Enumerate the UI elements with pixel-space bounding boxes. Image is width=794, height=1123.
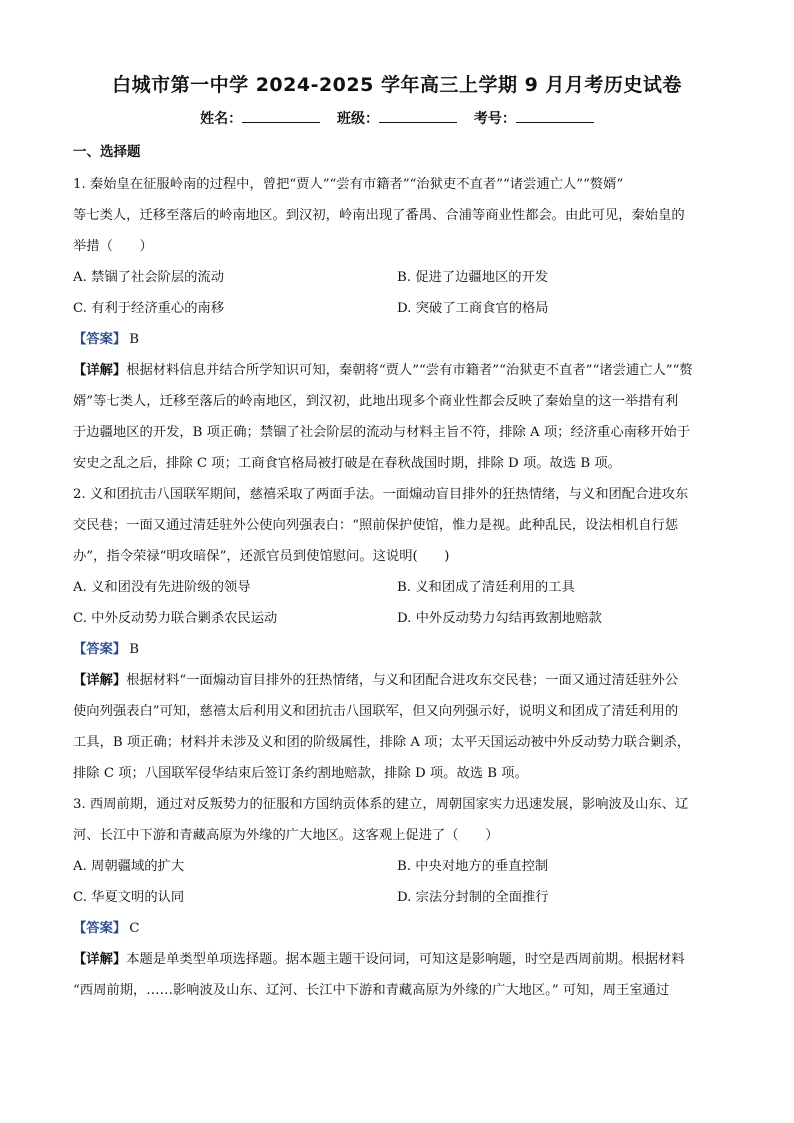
stem-line: 河、长江中下游和青藏高原为外缘的广大地区。这客观上促进了（ ）: [73, 828, 499, 843]
question-stem: [73, 479, 723, 572]
question-stem: [73, 789, 723, 851]
answer-label: 【答案】: [73, 642, 127, 657]
option-c: C. 有利于经济重心的南移: [73, 301, 225, 316]
section-heading: 一、选择题: [73, 144, 141, 160]
explanation-line: 排除 C 项；八国联军侵华结束后签订条约割地赔款，排除 D 项。故选 B 项。: [73, 766, 528, 781]
stem-line: 1. 秦始皇在征服岭南的过程中，曾把“贾人”“尝有市籍者”“治狱吏不直者”“诸尝逋亡人”“赘婿”: [73, 177, 624, 192]
detail-label: 【详解】: [73, 363, 127, 378]
explanation-line: “西周前期，……影响波及山东、辽河、长江中下游和青藏高原为外缘的广大地区。” 可知，周王室通过: [73, 983, 670, 998]
class-field: [337, 108, 457, 128]
answer-value: B: [129, 332, 139, 347]
option-a: A. 义和团没有先进阶级的领导: [73, 580, 251, 595]
explanation-text: 根据材料信息并结合所学知识可知，秦朝将“贾人”“尝有市籍者”“治狱吏不直者”“诸尝逋亡人”“赘: [126, 363, 693, 378]
explanation: [73, 355, 723, 479]
answer-label: 【答案】: [73, 332, 127, 347]
answer-label: 【答案】: [73, 921, 127, 936]
student-info-line: [0, 108, 794, 128]
option-b: B. 中央对地方的垂直控制: [397, 859, 549, 874]
question-1: [73, 169, 723, 479]
exam-number-blank: [516, 110, 594, 123]
option-d: D. 突破了工商食官的格局: [397, 301, 549, 316]
option-d: D. 中外反动势力勾结再致割地赔款: [397, 611, 602, 626]
explanation-line: [73, 665, 723, 696]
explanation: [73, 665, 723, 789]
explanation-text: 根据材料“一面煽动盲目排外的狂热情绪，与义和团配合进攻东交民巷；一面又通过清廷驻外公: [126, 673, 679, 688]
question-2: [73, 479, 723, 789]
question-options: [73, 572, 723, 634]
question-stem: [73, 169, 723, 262]
answer-line: [73, 913, 723, 944]
explanation-text: 本题是单类型单项选择题。据本题主题干设问词，可知这是影响题，时空是西周前期。根据材料: [126, 952, 685, 967]
option-b: B. 促进了边疆地区的开发: [397, 270, 549, 285]
exam-title: 白城市第一中学 2024-2025 学年高三上学期 9 月月考历史试卷: [112, 74, 682, 96]
answer-value: C: [129, 921, 140, 936]
stem-line: 交民巷；一面又通过清廷驻外公使向列强表白：“照前保护使馆，惟力是视。此种乱民，设法相机自行惩: [73, 518, 679, 533]
stem-line: 3. 西周前期，通过对反叛势力的征服和方国纳贡体系的建立，周朝国家实力迅速发展，影响波及山东、辽: [73, 797, 689, 812]
option-b: B. 义和团成了清廷利用的工具: [397, 580, 575, 595]
option-c: C. 中外反动势力联合剿杀农民运动: [73, 611, 278, 626]
class-blank: [379, 110, 457, 123]
question-options: [73, 851, 723, 913]
question-options: [73, 262, 723, 324]
questions-body: [73, 169, 723, 1006]
option-a: A. 周朝疆域的扩大: [73, 859, 185, 874]
exam-number-field: [474, 108, 594, 128]
name-label: 姓名：: [200, 111, 243, 127]
detail-label: 【详解】: [73, 673, 127, 688]
name-field: [200, 108, 320, 128]
name-blank: [242, 110, 320, 123]
explanation-line: 安史之乱之后，排除 C 项；工商食官格局被打破是在春秋战国时期，排除 D 项。故选 B 项。: [73, 456, 621, 471]
class-label: 班级：: [337, 111, 379, 127]
stem-line: 2. 义和团抗击八国联军期间，慈禧采取了两面手法。一面煽动盲目排外的狂热情绪，与义和团配合进攻东: [73, 487, 689, 502]
explanation-line: 使向列强表白”可知，慈禧太后利用义和团抗击八国联军，但又向列强示好，说明义和团成了清廷利用的: [73, 704, 679, 719]
explanation-line: 婿”等七类人，迁移至落后的岭南地区，到汉初，此地出现多个商业性都会反映了秦始皇的这一举措有利: [73, 394, 679, 409]
explanation: [73, 944, 723, 1006]
answer-value: B: [129, 642, 139, 657]
option-a: A. 禁锢了社会阶层的流动: [73, 270, 225, 285]
question-3: [73, 789, 723, 1006]
answer-line: [73, 324, 723, 355]
stem-line: 办”，指令荣禄“明攻暗保”，还派官员到使馆慰问。这说明( ): [73, 549, 450, 564]
explanation-line: [73, 355, 723, 386]
explanation-line: 于边疆地区的开发，B 项正确；禁锢了社会阶层的流动与材料主旨不符，排除 A 项；经济重心南移开始于: [73, 425, 691, 440]
explanation-line: 工具，B 项正确；材料并未涉及义和团的阶级属性，排除 A 项；太平天国运动被中外反动势力联合剿杀，: [73, 735, 691, 750]
explanation-line: [73, 944, 723, 975]
answer-line: [73, 634, 723, 665]
stem-line: 等七类人，迁移至落后的岭南地区。到汉初，岭南出现了番禺、合浦等商业性都会。由此可见，秦始皇的: [73, 208, 685, 223]
option-d: D. 宗法分封制的全面推行: [397, 890, 549, 905]
detail-label: 【详解】: [73, 952, 127, 967]
exam-number-label: 考号：: [473, 111, 516, 127]
stem-line: 举措（ ）: [73, 239, 153, 254]
option-c: C. 华夏文明的认同: [73, 890, 185, 905]
